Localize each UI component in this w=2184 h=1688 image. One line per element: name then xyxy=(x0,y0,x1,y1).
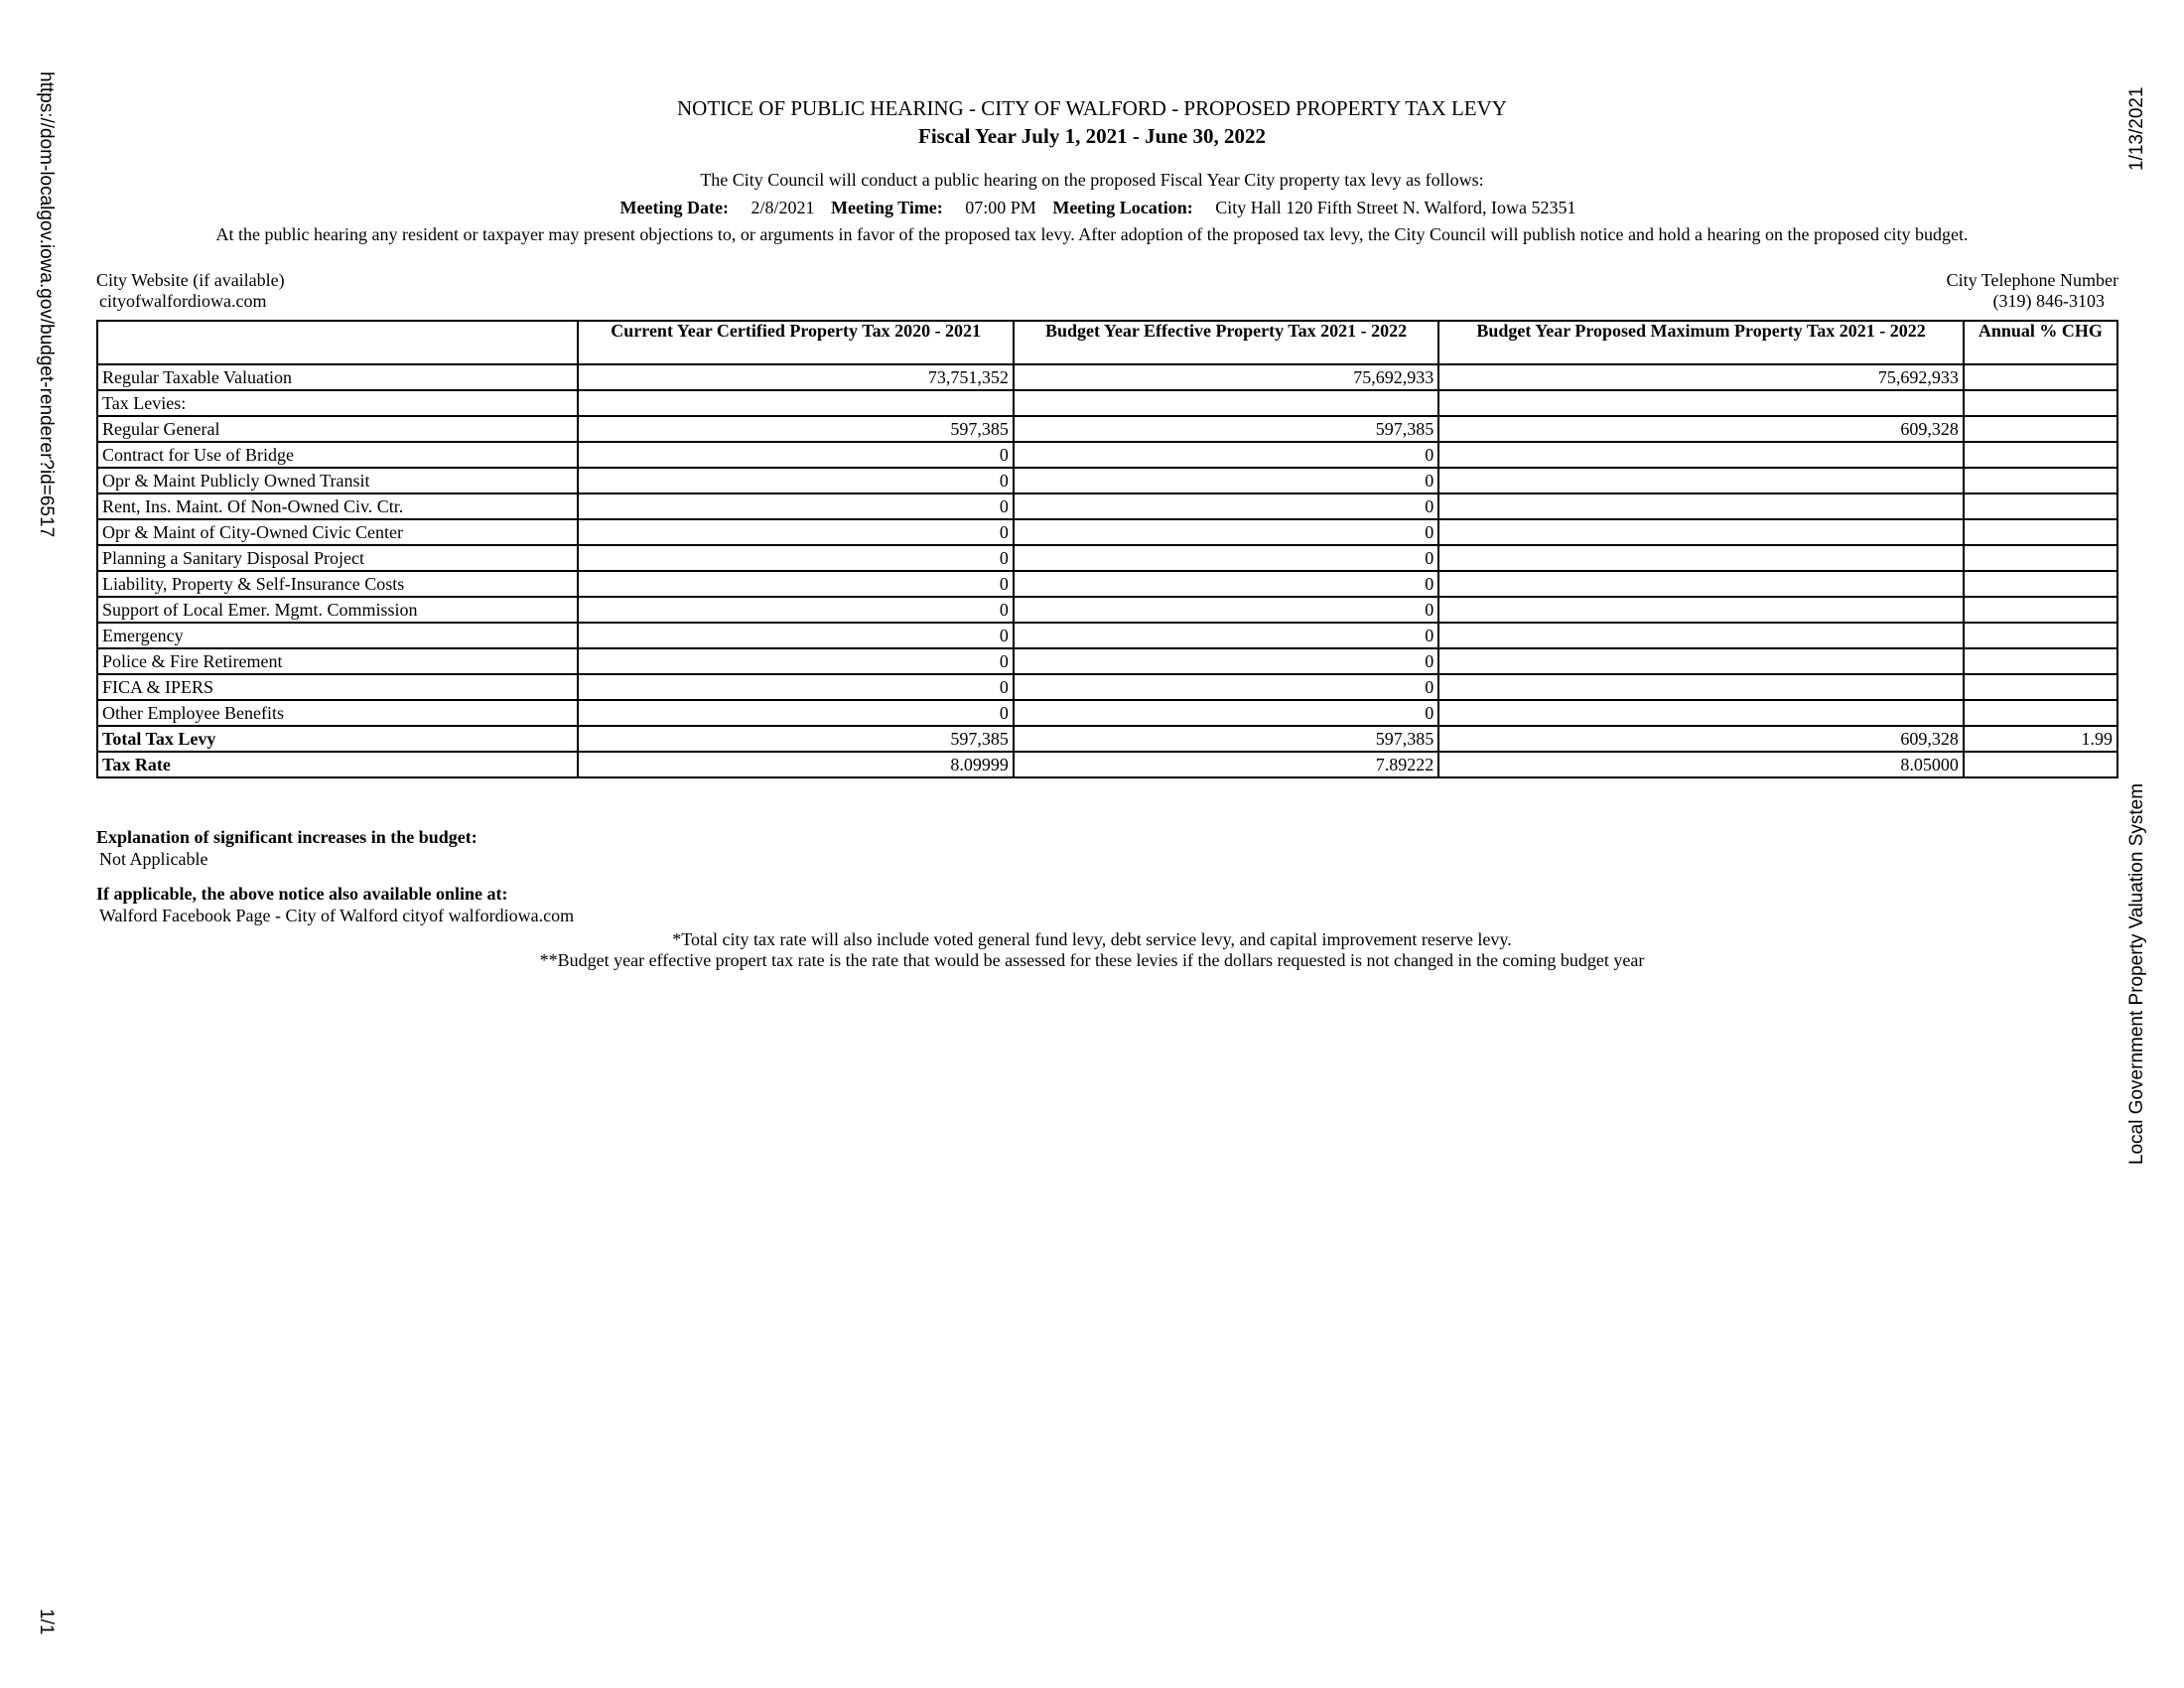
cell-proposed: 609,328 xyxy=(1438,726,1964,752)
meeting-location: City Hall 120 Fifth Street N. Walford, Iowa 52351 xyxy=(1215,198,1576,217)
cell-effective: 0 xyxy=(1014,623,1438,648)
cell-current: 0 xyxy=(578,623,1013,648)
cell-effective: 0 xyxy=(1014,571,1438,597)
cell-chg xyxy=(1964,416,2117,442)
cell-proposed: 609,328 xyxy=(1438,416,1964,442)
cell-chg xyxy=(1964,597,2117,623)
meeting-location-label: Meeting Location: xyxy=(1052,198,1193,217)
row-label: Total Tax Levy xyxy=(97,726,578,752)
cell-proposed xyxy=(1438,674,1964,700)
cell-chg: 1.99 xyxy=(1964,726,2117,752)
header-annual-chg: Annual % CHG xyxy=(1964,321,2117,364)
meeting-time-label: Meeting Time: xyxy=(830,198,943,217)
cell-current: 0 xyxy=(578,571,1013,597)
cell-current: 0 xyxy=(578,545,1013,571)
notice-title: NOTICE OF PUBLIC HEARING - CITY OF WALFORD - PROPOSED PROPERTY TAX LEVY xyxy=(677,96,1507,120)
page-number: 1/1 xyxy=(36,1609,57,1635)
row-label: Liability, Property & Self-Insurance Costs xyxy=(97,571,578,597)
cell-proposed xyxy=(1438,623,1964,648)
cell-proposed xyxy=(1438,648,1964,674)
cell-chg xyxy=(1964,752,2117,777)
meeting-info xyxy=(99,197,2085,218)
cell-chg xyxy=(1964,674,2117,700)
tax-rate-row xyxy=(97,752,2117,777)
online-value: Walford Facebook Page - City of Walford cityof walfordiowa.com xyxy=(99,906,575,925)
online-label: If applicable, the above notice also available online at: xyxy=(96,884,508,904)
table-row xyxy=(97,597,2117,623)
total-tax-levy-row xyxy=(97,726,2117,752)
meeting-date-label: Meeting Date: xyxy=(619,198,729,217)
table-row xyxy=(97,623,2117,648)
header-proposed-max: Budget Year Proposed Maximum Property Tax 2021 - 2022 xyxy=(1438,321,1964,364)
fiscal-year: Fiscal Year July 1, 2021 - June 30, 2022 xyxy=(918,124,1266,148)
table-row xyxy=(97,416,2117,442)
header-effective: Budget Year Effective Property Tax 2021 - 2022 xyxy=(1014,321,1438,364)
cell-proposed xyxy=(1438,519,1964,545)
cell-proposed: 75,692,933 xyxy=(1438,364,1964,390)
cell-effective: 0 xyxy=(1014,597,1438,623)
header-current-year: Current Year Certified Property Tax 2020 - 2021 xyxy=(578,321,1013,364)
cell-current: 0 xyxy=(578,597,1013,623)
cell-current: 0 xyxy=(578,674,1013,700)
cell-current: 0 xyxy=(578,648,1013,674)
row-label: Contract for Use of Bridge xyxy=(97,442,578,468)
row-label: Tax Levies: xyxy=(97,390,578,416)
cell-current: 0 xyxy=(578,493,1013,519)
source-url: https://dom-localgov.iowa.gov/budget-renderer?id=6517 xyxy=(36,71,57,538)
footnote-total-rate: *Total city tax rate will also include voted general fund levy, debt service levy, and capital improvement reserve levy. xyxy=(672,929,1512,949)
cell-current: 8.09999 xyxy=(578,752,1013,777)
table-row xyxy=(97,364,2117,390)
cell-effective: 597,385 xyxy=(1014,726,1438,752)
cell-proposed: 8.05000 xyxy=(1438,752,1964,777)
meeting-time: 07:00 PM xyxy=(965,198,1036,217)
row-label: Support of Local Emer. Mgmt. Commission xyxy=(97,597,578,623)
table-row xyxy=(97,648,2117,674)
system-name: Local Government Property Valuation System xyxy=(2126,782,2147,1165)
table-row xyxy=(97,442,2117,468)
table-row xyxy=(97,468,2117,493)
table-row xyxy=(97,519,2117,545)
header-item xyxy=(97,321,578,364)
cell-chg xyxy=(1964,390,2117,416)
cell-chg xyxy=(1964,468,2117,493)
cell-effective: 0 xyxy=(1014,493,1438,519)
website-value: cityofwalfordiowa.com xyxy=(99,291,267,311)
cell-chg xyxy=(1964,364,2117,390)
cell-effective: 7.89222 xyxy=(1014,752,1438,777)
cell-proposed xyxy=(1438,597,1964,623)
row-label: Regular Taxable Valuation xyxy=(97,364,578,390)
print-date: 1/13/2021 xyxy=(2126,86,2147,171)
table-row xyxy=(97,700,2117,726)
tax-levy-table xyxy=(96,320,2118,778)
row-label: FICA & IPERS xyxy=(97,674,578,700)
cell-current: 597,385 xyxy=(578,416,1013,442)
explanation-label: Explanation of significant increases in the budget: xyxy=(96,827,478,847)
row-label: Opr & Maint Publicly Owned Transit xyxy=(97,468,578,493)
cell-chg xyxy=(1964,700,2117,726)
row-label: Opr & Maint of City-Owned Civic Center xyxy=(97,519,578,545)
cell-proposed xyxy=(1438,700,1964,726)
cell-current: 0 xyxy=(578,442,1013,468)
cell-proposed xyxy=(1438,493,1964,519)
table-row xyxy=(97,545,2117,571)
cell-chg xyxy=(1964,545,2117,571)
row-label: Rent, Ins. Maint. Of Non-Owned Civ. Ctr. xyxy=(97,493,578,519)
cell-proposed xyxy=(1438,545,1964,571)
row-label: Police & Fire Retirement xyxy=(97,648,578,674)
hearing-text: At the public hearing any resident or taxpayer may present objections to, or arguments in favor of the proposed tax levy. After adoption of the proposed tax levy, the City Council will publish notice and hold a hearing on the proposed city budget. xyxy=(215,224,1969,244)
table-header-row xyxy=(97,321,2117,364)
cell-current: 597,385 xyxy=(578,726,1013,752)
cell-current: 0 xyxy=(578,700,1013,726)
table-row xyxy=(97,571,2117,597)
cell-effective: 597,385 xyxy=(1014,416,1438,442)
table-row xyxy=(97,390,2117,416)
cell-current: 0 xyxy=(578,468,1013,493)
cell-current: 73,751,352 xyxy=(578,364,1013,390)
cell-effective: 0 xyxy=(1014,674,1438,700)
cell-proposed xyxy=(1438,468,1964,493)
cell-proposed xyxy=(1438,390,1964,416)
row-label: Emergency xyxy=(97,623,578,648)
meeting-date: 2/8/2021 xyxy=(751,198,815,217)
cell-chg xyxy=(1964,519,2117,545)
cell-effective xyxy=(1014,390,1438,416)
phone-label: City Telephone Number xyxy=(1946,270,2118,290)
website-label: City Website (if available) xyxy=(96,270,285,290)
row-label: Planning a Sanitary Disposal Project xyxy=(97,545,578,571)
cell-proposed xyxy=(1438,571,1964,597)
cell-effective: 0 xyxy=(1014,545,1438,571)
cell-chg xyxy=(1964,648,2117,674)
cell-effective: 0 xyxy=(1014,468,1438,493)
phone-value: (319) 846-3103 xyxy=(1992,291,2105,311)
cell-chg xyxy=(1964,442,2117,468)
cell-effective: 0 xyxy=(1014,519,1438,545)
cell-chg xyxy=(1964,493,2117,519)
cell-effective: 0 xyxy=(1014,442,1438,468)
cell-chg xyxy=(1964,623,2117,648)
footnote-effective-rate: **Budget year effective propert tax rate is the rate that would be assessed for these levies if the dollars requested is not changed in the coming budget year xyxy=(539,950,1645,970)
cell-effective: 0 xyxy=(1014,700,1438,726)
explanation-value: Not Applicable xyxy=(99,849,208,869)
cell-current xyxy=(578,390,1013,416)
intro-text: The City Council will conduct a public hearing on the proposed Fiscal Year City property tax levy as follows: xyxy=(700,170,1484,190)
table-row xyxy=(97,493,2117,519)
cell-proposed xyxy=(1438,442,1964,468)
cell-effective: 0 xyxy=(1014,648,1438,674)
cell-effective: 75,692,933 xyxy=(1014,364,1438,390)
row-label: Other Employee Benefits xyxy=(97,700,578,726)
cell-chg xyxy=(1964,571,2117,597)
cell-current: 0 xyxy=(578,519,1013,545)
row-label: Regular General xyxy=(97,416,578,442)
table-row xyxy=(97,674,2117,700)
row-label: Tax Rate xyxy=(97,752,578,777)
